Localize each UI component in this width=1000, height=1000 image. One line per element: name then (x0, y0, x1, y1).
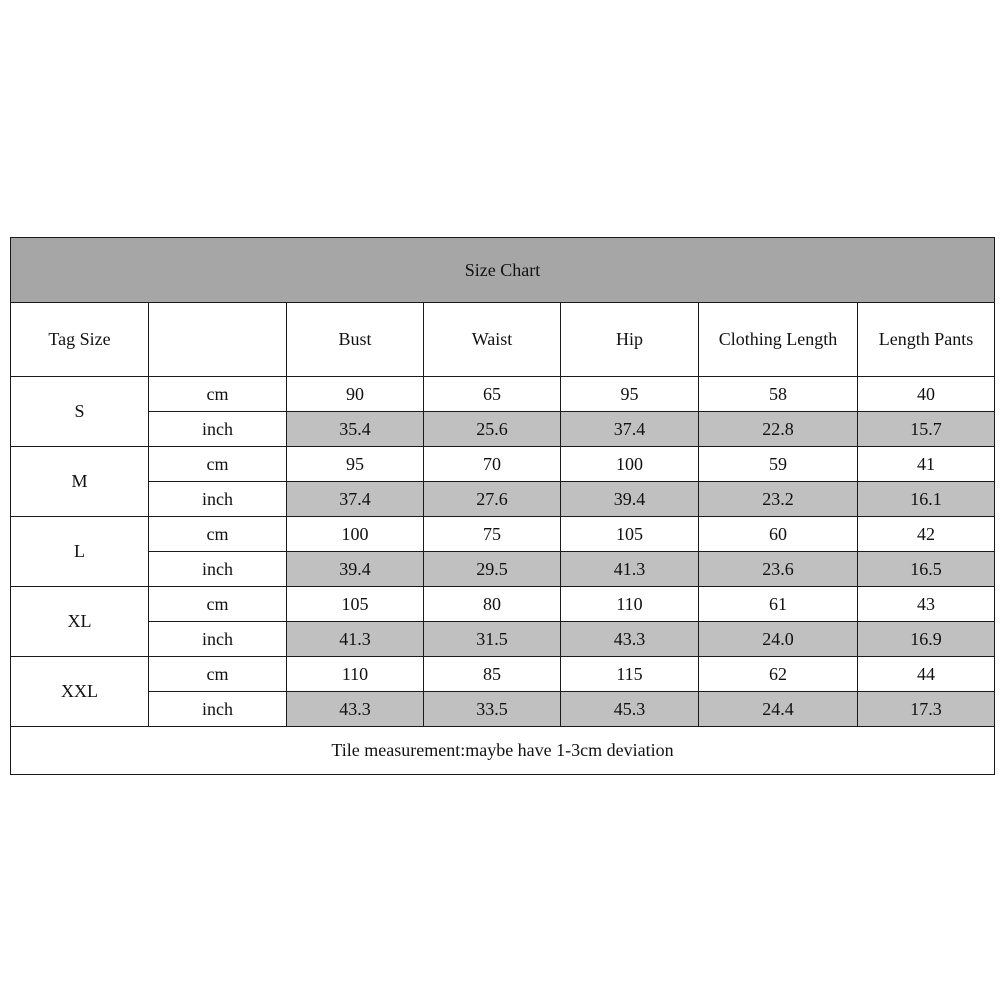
size-label-m: M (11, 447, 149, 517)
value-xl-inch-clothing-length: 24.0 (699, 622, 858, 657)
value-s-cm-bust: 90 (287, 377, 424, 412)
value-m-inch-bust: 37.4 (287, 482, 424, 517)
size-row-m-inch (11, 482, 995, 517)
value-s-inch-waist: 25.6 (424, 412, 561, 447)
size-chart (10, 237, 994, 775)
size-label-l: L (11, 517, 149, 587)
value-s-inch-clothing-length: 22.8 (699, 412, 858, 447)
value-m-cm-hip: 100 (561, 447, 699, 482)
value-xxl-cm-clothing-length: 62 (699, 657, 858, 692)
value-s-inch-length-pants: 15.7 (858, 412, 995, 447)
value-s-cm-hip: 95 (561, 377, 699, 412)
value-m-inch-waist: 27.6 (424, 482, 561, 517)
unit-label-inch: inch (149, 622, 287, 657)
value-xxl-cm-hip: 115 (561, 657, 699, 692)
size-label-s: S (11, 377, 149, 447)
size-row-xxl-inch (11, 692, 995, 727)
value-l-inch-clothing-length: 23.6 (699, 552, 858, 587)
size-row-l-inch (11, 552, 995, 587)
size-label-xxl: XXL (11, 657, 149, 727)
value-xl-inch-length-pants: 16.9 (858, 622, 995, 657)
value-s-cm-clothing-length: 58 (699, 377, 858, 412)
header-bust: Bust (287, 303, 424, 377)
value-m-cm-waist: 70 (424, 447, 561, 482)
value-l-cm-bust: 100 (287, 517, 424, 552)
unit-label-inch: inch (149, 692, 287, 727)
value-xxl-inch-clothing-length: 24.4 (699, 692, 858, 727)
value-xxl-inch-hip: 45.3 (561, 692, 699, 727)
size-row-m-cm (11, 447, 995, 482)
value-xl-cm-clothing-length: 61 (699, 587, 858, 622)
value-m-cm-clothing-length: 59 (699, 447, 858, 482)
size-row-s-cm (11, 377, 995, 412)
value-xl-inch-waist: 31.5 (424, 622, 561, 657)
unit-label-cm: cm (149, 517, 287, 552)
value-s-inch-bust: 35.4 (287, 412, 424, 447)
value-m-inch-hip: 39.4 (561, 482, 699, 517)
unit-label-inch: inch (149, 552, 287, 587)
header-waist: Waist (424, 303, 561, 377)
header-row (11, 303, 995, 377)
size-row-xl-inch (11, 622, 995, 657)
value-xxl-cm-bust: 110 (287, 657, 424, 692)
size-label-xl: XL (11, 587, 149, 657)
header-tag-size: Tag Size (11, 303, 149, 377)
value-l-inch-waist: 29.5 (424, 552, 561, 587)
header-length-pants: Length Pants (858, 303, 995, 377)
value-l-cm-waist: 75 (424, 517, 561, 552)
value-l-inch-length-pants: 16.5 (858, 552, 995, 587)
unit-label-cm: cm (149, 587, 287, 622)
value-s-cm-waist: 65 (424, 377, 561, 412)
unit-label-cm: cm (149, 377, 287, 412)
value-xxl-inch-waist: 33.5 (424, 692, 561, 727)
title-row (11, 238, 995, 303)
value-m-inch-length-pants: 16.1 (858, 482, 995, 517)
size-row-xl-cm (11, 587, 995, 622)
value-xl-inch-bust: 41.3 (287, 622, 424, 657)
value-m-cm-bust: 95 (287, 447, 424, 482)
value-xl-cm-bust: 105 (287, 587, 424, 622)
value-xl-inch-hip: 43.3 (561, 622, 699, 657)
size-row-l-cm (11, 517, 995, 552)
value-l-inch-hip: 41.3 (561, 552, 699, 587)
unit-label-cm: cm (149, 657, 287, 692)
value-l-cm-hip: 105 (561, 517, 699, 552)
value-xxl-cm-waist: 85 (424, 657, 561, 692)
value-xxl-inch-bust: 43.3 (287, 692, 424, 727)
value-l-cm-length-pants: 42 (858, 517, 995, 552)
value-xl-cm-hip: 110 (561, 587, 699, 622)
value-s-cm-length-pants: 40 (858, 377, 995, 412)
size-table (10, 237, 995, 775)
value-m-cm-length-pants: 41 (858, 447, 995, 482)
measurement-note: Tile measurement:maybe have 1-3cm deviation (11, 727, 995, 775)
unit-label-inch: inch (149, 482, 287, 517)
footer-row (11, 727, 995, 775)
value-m-inch-clothing-length: 23.2 (699, 482, 858, 517)
header-hip: Hip (561, 303, 699, 377)
header-unit (149, 303, 287, 377)
value-l-cm-clothing-length: 60 (699, 517, 858, 552)
value-l-inch-bust: 39.4 (287, 552, 424, 587)
value-xl-cm-waist: 80 (424, 587, 561, 622)
chart-title: Size Chart (11, 238, 995, 303)
value-xxl-cm-length-pants: 44 (858, 657, 995, 692)
size-row-xxl-cm (11, 657, 995, 692)
value-xl-cm-length-pants: 43 (858, 587, 995, 622)
size-row-s-inch (11, 412, 995, 447)
header-clothing-length: Clothing Length (699, 303, 858, 377)
value-xxl-inch-length-pants: 17.3 (858, 692, 995, 727)
value-s-inch-hip: 37.4 (561, 412, 699, 447)
unit-label-cm: cm (149, 447, 287, 482)
unit-label-inch: inch (149, 412, 287, 447)
